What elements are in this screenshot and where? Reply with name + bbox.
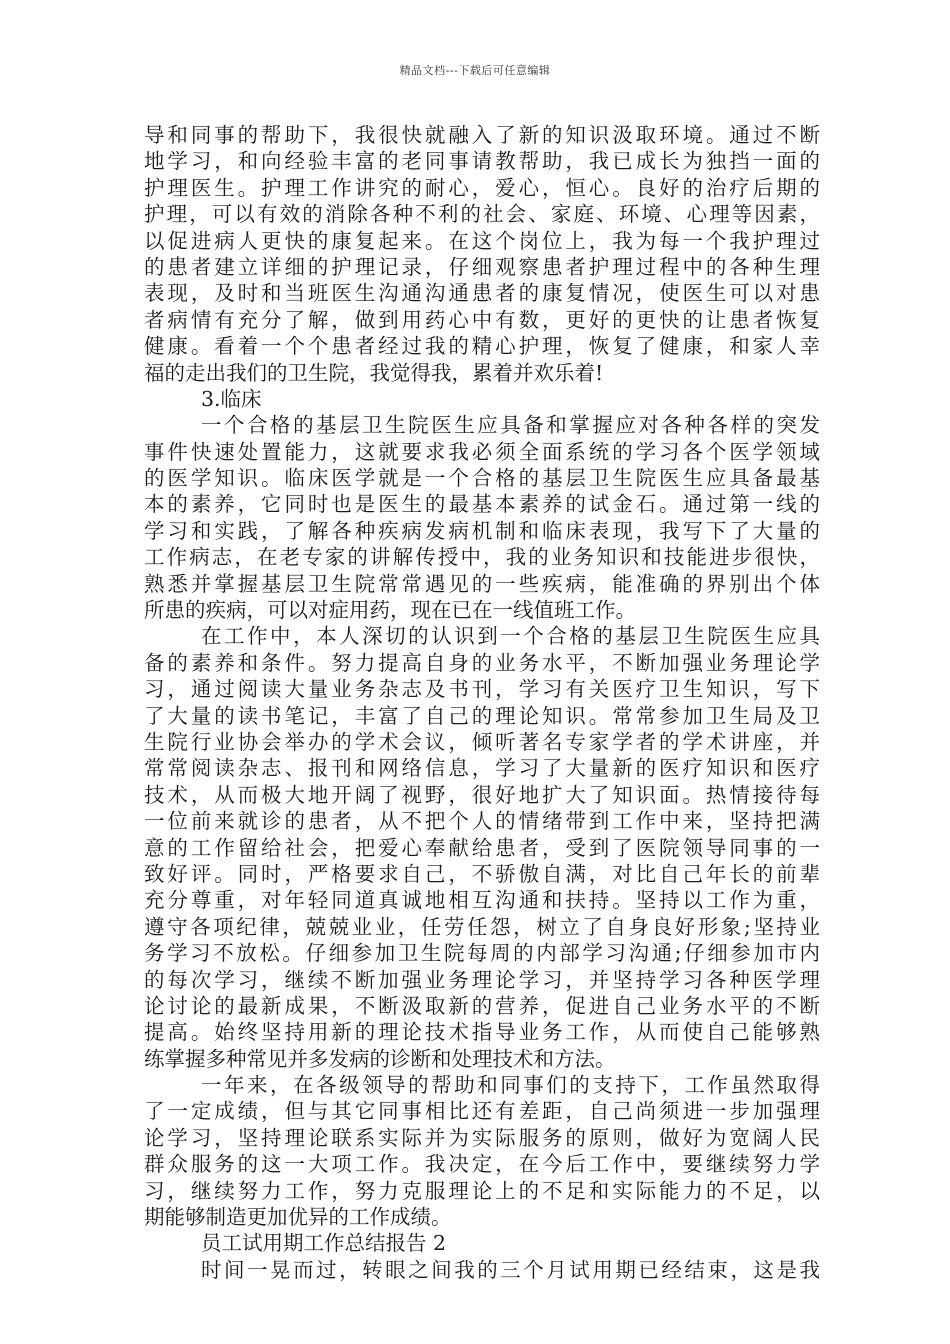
- text-line: 员工试用期工作总结报告 2: [201, 1231, 447, 1256]
- text-line: 地学习，和向经验丰富的老同事请教帮助，我已成长为独挡一面的: [144, 149, 820, 174]
- text-line: 事件快速处置能力，这就要求我必须全面系统的学习各个医学领域: [144, 439, 820, 464]
- paragraph: [144, 412, 820, 623]
- text-line: 务学习不放松。仔细参加卫生院每周的内部学习沟通;仔细参加市内: [144, 941, 820, 966]
- text-line: 时间一晃而过，转眼之间我的三个月试用期已经结束，这是我: [201, 1257, 820, 1282]
- text-line: 护理医生。护理工作讲究的耐心，爱心，恒心。良好的治疗后期的: [144, 175, 820, 200]
- page-header: 精品文档---下载后可任意编辑: [399, 64, 551, 77]
- text-line: 的每次学习，继续不断加强业务理论学习，并坚持学习各种医学理: [144, 967, 820, 992]
- text-line: 健康。看着一个个患者经过我的精心护理，恢复了健康，和家人幸: [144, 334, 820, 359]
- text-line: 期能够制造更加优异的工作成绩。: [144, 1205, 452, 1230]
- document-body: [144, 122, 820, 1283]
- paragraph: [144, 623, 820, 1072]
- text-line: 导和同事的帮助下，我很快就融入了新的知识汲取环境。通过不断: [144, 123, 820, 147]
- text-line: 了大量的读书笔记，丰富了自己的理论知识。常常参加卫生局及卫: [144, 703, 820, 728]
- text-line: 生院行业协会举办的学术会议，倾听著名专家学者的学术讲座，并: [144, 729, 820, 754]
- text-line: 在工作中，本人深切的认识到一个合格的基层卫生院医生应具: [201, 624, 820, 649]
- text-line: 常常阅读杂志、报刊和网络信息，学习了大量新的医疗知识和医疗: [144, 756, 820, 781]
- text-line: 表现，及时和当班医生沟通沟通患者的康复情况，使医生可以对患: [144, 281, 820, 306]
- text-line: 工作病志，在老专家的讲解传授中，我的业务知识和技能进步很快，: [144, 545, 820, 570]
- text-line: 论讨论的最新成果，不断汲取新的营养，促进自己业务水平的不断: [144, 993, 820, 1018]
- text-line: 福的走出我们的卫生院，我觉得我，累着并欢乐着!: [144, 360, 604, 385]
- text-line: 熟悉并掌握基层卫生院常常遇见的一些疾病，能准确的界别出个体: [144, 571, 820, 596]
- text-line: 练掌握多种常见并多发病的诊断和处理技术和方法。: [144, 1046, 616, 1071]
- text-line: 备的素养和条件。努力提高自身的业务水平，不断加强业务理论学: [144, 650, 820, 675]
- text-line: 群众服务的这一大项工作。我决定，在今后工作中，要继续努力学: [144, 1152, 820, 1177]
- text-line: 论学习，坚持理论联系实际并为实际服务的原则，做好为宽阔人民: [144, 1125, 820, 1150]
- paragraph: [144, 386, 820, 412]
- text-line: 所患的疾病，可以对症用药，现在已在一线值班工作。: [144, 598, 636, 623]
- text-line: 遵守各项纪律，兢兢业业，任劳任怨，树立了自身良好形象;坚持业: [144, 914, 820, 939]
- text-line: 充分尊重，对年轻同道真诚地相互沟通和扶持。坚持以工作为重，: [144, 888, 820, 913]
- text-line: 意的工作留给社会，把爱心奉献给患者，受到了医院领导同事的一: [144, 835, 820, 860]
- text-line: 的医学知识。临床医学就是一个合格的基层卫生院医生应具备最基: [144, 466, 820, 491]
- text-line: 的患者建立详细的护理记录，仔细观察患者护理过程中的各种生理: [144, 254, 820, 279]
- text-line: 技术，从而极大地开阔了视野，很好地扩大了知识面。热情接待每: [144, 782, 820, 807]
- text-line: 一年来，在各级领导的帮助和同事们的支持下，工作虽然取得: [201, 1073, 820, 1098]
- paragraph: [144, 1072, 820, 1230]
- text-line: 者病情有充分了解，做到用药心中有数，更好的更快的让患者恢复: [144, 307, 820, 332]
- text-line: 习，通过阅读大量业务杂志及书刊，学习有关医疗卫生知识，写下: [144, 677, 820, 702]
- text-line: 3.临床: [201, 386, 262, 411]
- paragraph: [144, 122, 820, 386]
- text-line: 学习和实践，了解各种疾病发病机制和临床表现，我写下了大量的: [144, 518, 820, 543]
- paragraph: [144, 1230, 820, 1256]
- paragraph: [144, 1257, 820, 1283]
- text-line: 了一定成绩，但与其它同事相比还有差距，自己尚须进一步加强理: [144, 1099, 820, 1124]
- text-line: 习，继续努力工作，努力克服理论上的不足和实际能力的不足，以: [144, 1178, 820, 1203]
- text-line: 提高。始终坚持用新的理论技术指导业务工作，从而使自己能够熟: [144, 1020, 820, 1045]
- text-line: 护理，可以有效的消除各种不利的社会、家庭、环境、心理等因素，: [144, 202, 820, 227]
- text-line: 本的素养，它同时也是医生的最基本素养的试金石。通过第一线的: [144, 492, 820, 517]
- text-line: 致好评。同时，严格要求自己，不骄傲自满，对比自己年长的前辈: [144, 861, 820, 886]
- text-line: 一位前来就诊的患者，从不把个人的情绪带到工作中来，坚持把满: [144, 809, 820, 834]
- text-line: 一个合格的基层卫生院医生应具备和掌握应对各种各样的突发: [201, 413, 820, 438]
- text-line: 以促进病人更快的康复起来。在这个岗位上，我为每一个我护理过: [144, 228, 820, 253]
